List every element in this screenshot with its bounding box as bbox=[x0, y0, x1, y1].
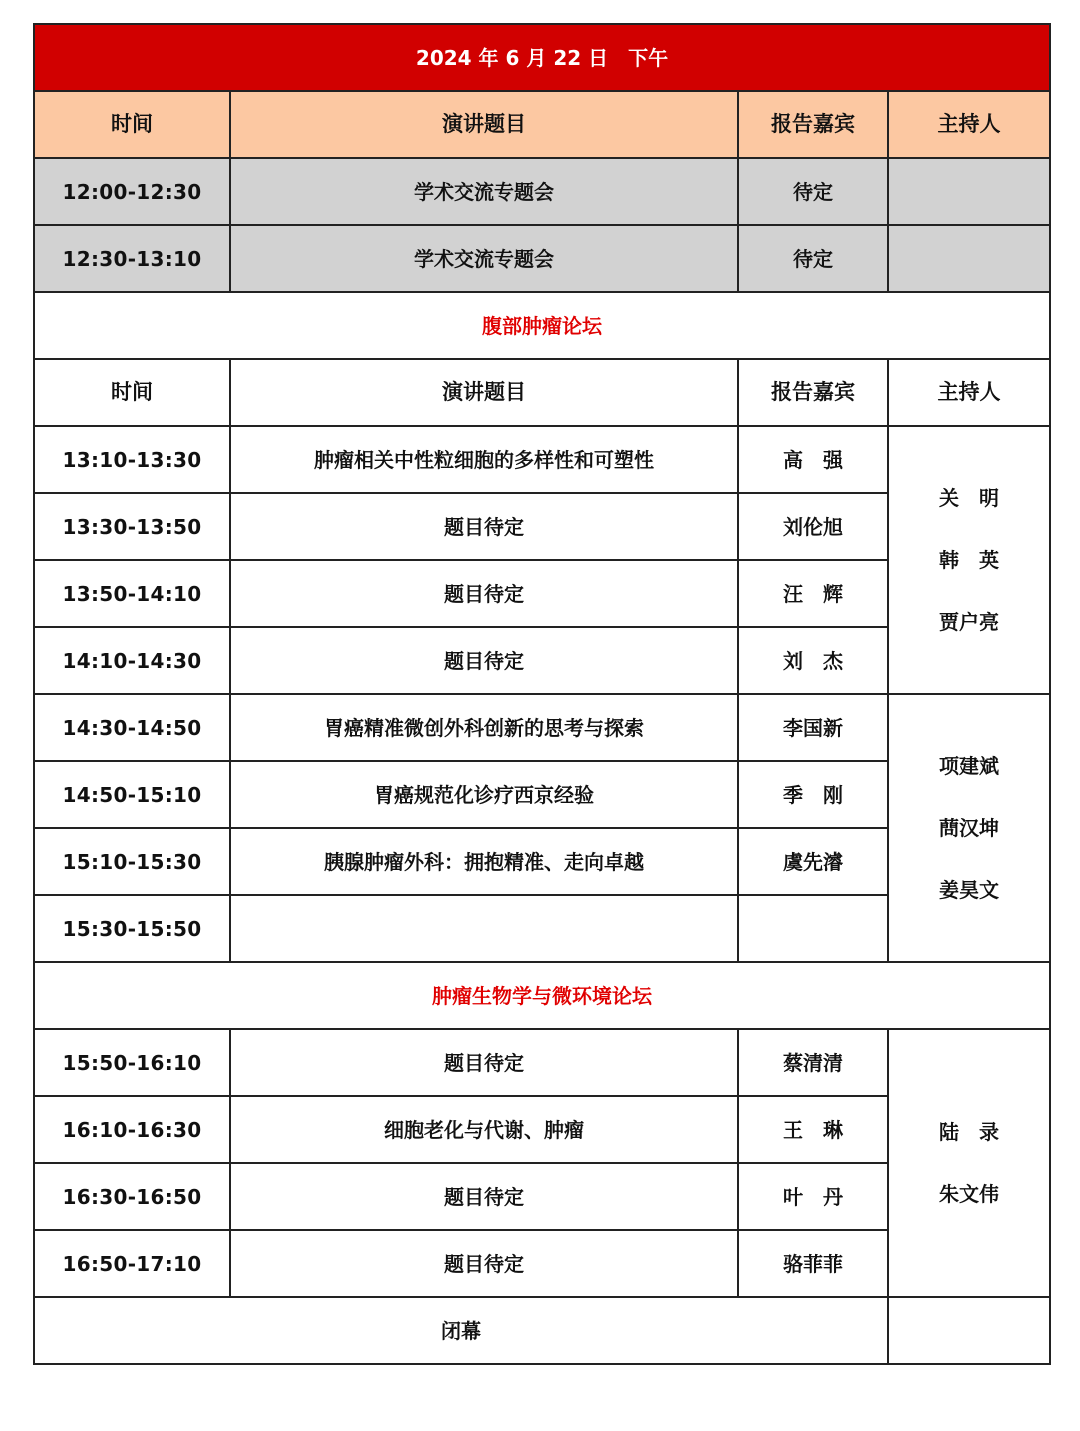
header-host: 主持人 bbox=[888, 91, 1050, 158]
host-cell bbox=[888, 1297, 1050, 1364]
table-row bbox=[34, 694, 1050, 761]
section-title-abdominal: 腹部肿瘤论坛 bbox=[34, 292, 1050, 359]
host-name: 姜昊文 bbox=[939, 878, 1000, 902]
time-cell: 14:50-15:10 bbox=[34, 761, 230, 828]
speaker-cell: 刘伦旭 bbox=[738, 493, 888, 560]
host-cell bbox=[888, 158, 1050, 225]
topic-cell bbox=[230, 895, 738, 962]
topic-cell: 细胞老化与代谢、肿瘤 bbox=[230, 1096, 738, 1163]
closing-cell: 闭幕 bbox=[34, 1297, 888, 1364]
section-row bbox=[34, 292, 1050, 359]
host-name: 贾户亮 bbox=[939, 610, 1000, 634]
host-cell-group2 bbox=[888, 694, 1050, 962]
speaker-cell: 汪 辉 bbox=[738, 560, 888, 627]
header-speaker: 报告嘉宾 bbox=[738, 359, 888, 426]
table-row bbox=[34, 426, 1050, 493]
topic-cell: 肿瘤相关中性粒细胞的多样性和可塑性 bbox=[230, 426, 738, 493]
host-name: 朱文伟 bbox=[939, 1182, 1000, 1206]
time-cell: 15:50-16:10 bbox=[34, 1029, 230, 1096]
header-speaker: 报告嘉宾 bbox=[738, 91, 888, 158]
host-name: 蔄汉坤 bbox=[939, 816, 1000, 840]
topic-cell: 题目待定 bbox=[230, 1029, 738, 1096]
time-cell: 16:50-17:10 bbox=[34, 1230, 230, 1297]
page-title: 2024 年 6 月 22 日 下午 bbox=[34, 24, 1050, 91]
topic-cell: 胃癌规范化诊疗西京经验 bbox=[230, 761, 738, 828]
speaker-cell: 待定 bbox=[738, 158, 888, 225]
header-time: 时间 bbox=[34, 359, 230, 426]
speaker-cell: 虞先濬 bbox=[738, 828, 888, 895]
topic-cell: 学术交流专题会 bbox=[230, 158, 738, 225]
speaker-cell: 李国新 bbox=[738, 694, 888, 761]
host-name: 韩 英 bbox=[939, 548, 1000, 572]
speaker-cell: 骆菲菲 bbox=[738, 1230, 888, 1297]
topic-cell: 题目待定 bbox=[230, 493, 738, 560]
title-row bbox=[34, 24, 1050, 91]
topic-cell: 题目待定 bbox=[230, 1230, 738, 1297]
topic-cell: 题目待定 bbox=[230, 560, 738, 627]
speaker-cell: 刘 杰 bbox=[738, 627, 888, 694]
schedule-table bbox=[33, 23, 1051, 1365]
host-name: 陆 录 bbox=[939, 1120, 1000, 1144]
closing-row bbox=[34, 1297, 1050, 1364]
time-cell: 13:30-13:50 bbox=[34, 493, 230, 560]
host-name: 关 明 bbox=[939, 486, 1000, 510]
time-cell: 15:30-15:50 bbox=[34, 895, 230, 962]
table-row bbox=[34, 158, 1050, 225]
time-cell: 12:30-13:10 bbox=[34, 225, 230, 292]
header-row bbox=[34, 359, 1050, 426]
header-topic: 演讲题目 bbox=[230, 359, 738, 426]
section-title-microenvironment: 肿瘤生物学与微环境论坛 bbox=[34, 962, 1050, 1029]
table-row bbox=[34, 225, 1050, 292]
topic-cell: 胃癌精准微创外科创新的思考与探索 bbox=[230, 694, 738, 761]
topic-cell: 题目待定 bbox=[230, 1163, 738, 1230]
speaker-cell: 蔡清清 bbox=[738, 1029, 888, 1096]
speaker-cell: 叶 丹 bbox=[738, 1163, 888, 1230]
time-cell: 14:30-14:50 bbox=[34, 694, 230, 761]
topic-cell: 题目待定 bbox=[230, 627, 738, 694]
speaker-cell: 高 强 bbox=[738, 426, 888, 493]
time-cell: 14:10-14:30 bbox=[34, 627, 230, 694]
time-cell: 16:30-16:50 bbox=[34, 1163, 230, 1230]
speaker-cell bbox=[738, 895, 888, 962]
topic-cell: 学术交流专题会 bbox=[230, 225, 738, 292]
host-cell-forum2 bbox=[888, 1029, 1050, 1297]
header-topic: 演讲题目 bbox=[230, 91, 738, 158]
section-row bbox=[34, 962, 1050, 1029]
host-cell-group1 bbox=[888, 426, 1050, 694]
host-cell bbox=[888, 225, 1050, 292]
header-host: 主持人 bbox=[888, 359, 1050, 426]
speaker-cell: 季 刚 bbox=[738, 761, 888, 828]
topic-cell: 胰腺肿瘤外科：拥抱精准、走向卓越 bbox=[230, 828, 738, 895]
time-cell: 13:50-14:10 bbox=[34, 560, 230, 627]
time-cell: 15:10-15:30 bbox=[34, 828, 230, 895]
time-cell: 12:00-12:30 bbox=[34, 158, 230, 225]
speaker-cell: 待定 bbox=[738, 225, 888, 292]
table-row bbox=[34, 1029, 1050, 1096]
time-cell: 16:10-16:30 bbox=[34, 1096, 230, 1163]
header-row bbox=[34, 91, 1050, 158]
time-cell: 13:10-13:30 bbox=[34, 426, 230, 493]
speaker-cell: 王 琳 bbox=[738, 1096, 888, 1163]
host-name: 项建斌 bbox=[939, 754, 1000, 778]
header-time: 时间 bbox=[34, 91, 230, 158]
